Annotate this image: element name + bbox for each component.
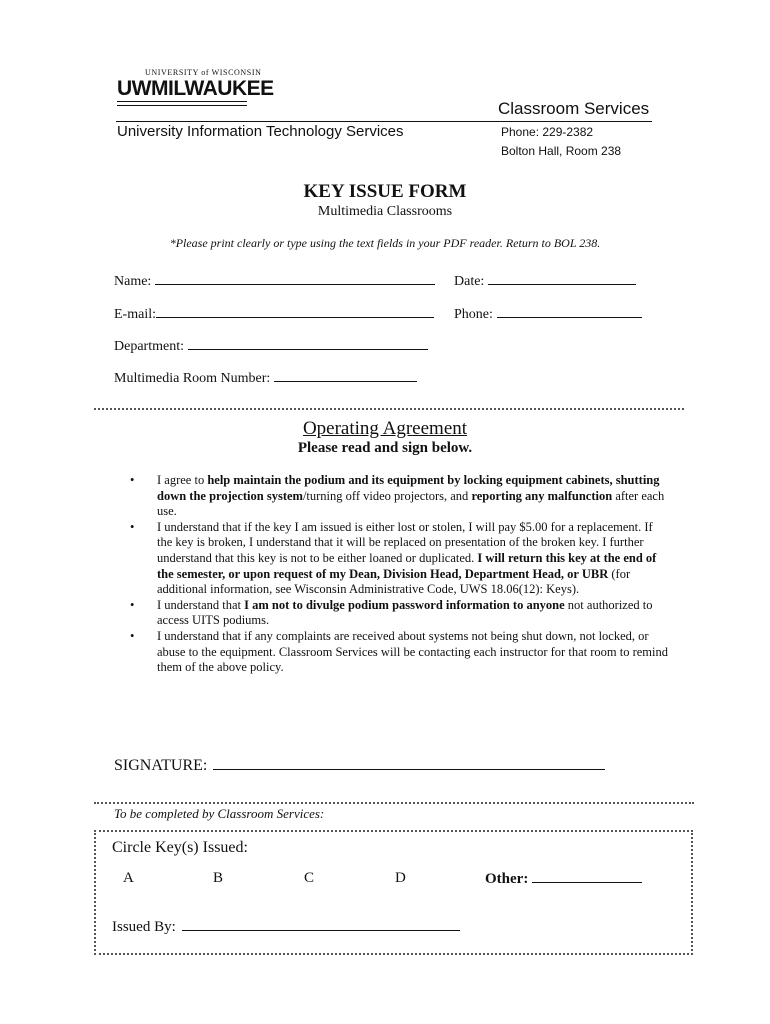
room-label: Multimedia Room Number: <box>114 371 271 386</box>
email-field-row <box>114 305 434 323</box>
agreement-subtitle: Please read and sign below. <box>297 440 473 456</box>
contact-phone: Phone: 229-2382 <box>501 125 594 139</box>
form-title: KEY ISSUE FORM <box>303 181 467 202</box>
agreement-item: • I understand that if any complaints are received about systems not being shut down, not locked, or abuse to the equipment. Classroom Services will be contacting each instructor for that room to remind them of the above policy. <box>130 628 668 675</box>
phone-label: Phone: <box>454 307 493 322</box>
name-label: Name: <box>114 274 152 289</box>
other-label: Other: <box>485 871 529 887</box>
agreement-item: • I understand that I am not to divulge podium password information to anyone not authorized to access UITS podiums. <box>130 597 653 628</box>
org-name: University Information Technology Services <box>117 123 404 140</box>
signature-field[interactable] <box>213 756 605 770</box>
dotted-separator <box>94 408 684 410</box>
agreement-item: • I understand that if the key I am issued is either lost or stolen, I will pay $5.00 for a replacement. If the key is broken, I understand that it will be replaced on presentation of the broken key. I further understand that this key is not to be either loaned or duplicated. I will return this key at the end of the semester, or upon request of my Dean, Division Head, Department Head, or UBR (for additional information, see Wisconsin Administrative Code, UWS 18.06(12): Keys). <box>130 519 657 597</box>
room-field[interactable] <box>274 369 417 382</box>
university-of-wisconsin-text: UNIVERSITY of WISCONSIN <box>145 68 262 77</box>
agreement-item: • I agree to help maintain the podium and its equipment by locking equipment cabinets, shutting down the projection system/turning off video projectors, and reporting any malfunction after each use. <box>130 473 665 519</box>
issued-by-field[interactable] <box>182 918 460 931</box>
uwm-logo: UWMILWAUKEE <box>117 77 274 100</box>
name-field[interactable] <box>155 272 435 285</box>
other-key-field[interactable] <box>532 870 642 883</box>
circle-keys-title: Circle Key(s) Issued: <box>112 839 248 856</box>
contact-location: Bolton Hall, Room 238 <box>501 144 622 158</box>
agreement-list <box>130 473 670 676</box>
department-field-row <box>114 337 428 355</box>
signature-label: SIGNATURE: <box>114 757 208 774</box>
form-instructions: *Please print clearly or type using the text fields in your PDF reader. Return to BOL 238. <box>169 236 601 250</box>
issued-by-row <box>112 918 460 936</box>
bullet-icon: • <box>130 628 135 643</box>
department-name: Classroom Services <box>498 99 650 118</box>
phone-field-row <box>454 305 642 323</box>
other-key-row <box>485 870 642 888</box>
key-option-b[interactable]: B <box>213 870 224 886</box>
bullet-icon: • <box>130 473 135 487</box>
header-rule <box>116 121 652 122</box>
key-option-a[interactable]: A <box>123 870 134 886</box>
bullet-icon: • <box>130 519 135 534</box>
date-field-row <box>454 272 636 290</box>
logo-underline <box>117 101 247 106</box>
signature-row <box>114 756 605 775</box>
name-field-row <box>114 272 435 290</box>
phone-field[interactable] <box>497 305 642 318</box>
form-subtitle: Multimedia Classrooms <box>317 204 453 219</box>
key-option-d[interactable]: D <box>395 870 406 886</box>
agreement-title: Operating Agreement <box>302 418 468 439</box>
email-field[interactable] <box>156 305 434 318</box>
bullet-icon: • <box>130 597 135 612</box>
department-label: Department: <box>114 339 184 354</box>
dotted-separator <box>94 802 694 804</box>
room-field-row <box>114 369 417 387</box>
department-field[interactable] <box>188 337 428 350</box>
email-label: E-mail: <box>114 307 156 322</box>
issued-by-label: Issued By: <box>112 919 176 935</box>
date-field[interactable] <box>488 272 636 285</box>
date-label: Date: <box>454 274 485 289</box>
key-option-c[interactable]: C <box>304 870 315 886</box>
office-use-heading: To be completed by Classroom Services: <box>114 806 325 821</box>
